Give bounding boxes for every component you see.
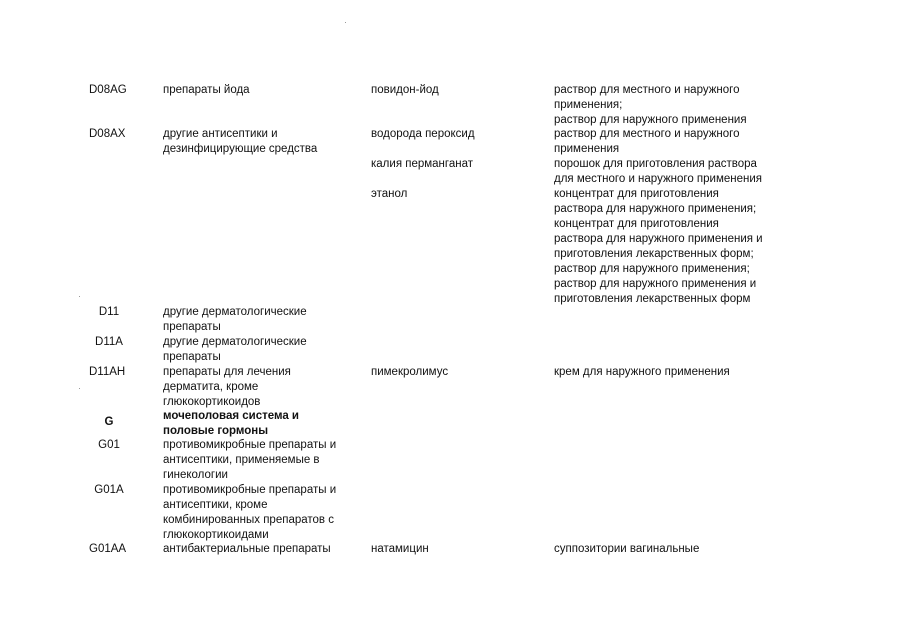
drug-line: калия перманганат bbox=[371, 158, 474, 170]
scan-speck bbox=[79, 388, 80, 389]
group-line: препараты йода bbox=[163, 84, 250, 96]
drug-name bbox=[371, 542, 546, 557]
atc-group-name bbox=[163, 483, 368, 543]
group-line: дезинфицирующие средства bbox=[163, 143, 318, 155]
form-line: раствора для наружного применения; bbox=[554, 203, 757, 215]
group-line: глюкокортикоидами bbox=[163, 529, 269, 541]
form-line: раствора для наружного применения и bbox=[554, 233, 763, 245]
form-line: концентрат для приготовления bbox=[554, 188, 719, 200]
form-line: раствор для местного и наружного bbox=[554, 84, 740, 96]
form-line: для местного и наружного применения bbox=[554, 173, 763, 185]
dosage-form bbox=[554, 365, 854, 380]
drug-line: этанол bbox=[371, 188, 408, 200]
drug-name bbox=[371, 187, 546, 202]
group-line: противомикробные препараты и bbox=[163, 484, 337, 496]
atc-group-name bbox=[163, 365, 368, 410]
dosage-form bbox=[554, 83, 854, 128]
atc-code: G bbox=[104, 416, 114, 428]
drug-name bbox=[371, 157, 546, 172]
atc-group-name bbox=[163, 83, 368, 98]
atc-code: D11AH bbox=[89, 366, 126, 378]
atc-group-name bbox=[163, 335, 368, 365]
group-line: препараты для лечения bbox=[163, 366, 291, 378]
scan-speck bbox=[345, 22, 346, 23]
group-line: антисептики, кроме bbox=[163, 499, 268, 511]
atc-code: D11A bbox=[95, 336, 123, 348]
dosage-form bbox=[554, 157, 854, 187]
form-line: раствор для наружного применения; bbox=[554, 263, 750, 275]
atc-group-name bbox=[163, 305, 368, 335]
form-line: применения; bbox=[554, 99, 623, 111]
form-line: раствор для местного и наружного bbox=[554, 128, 740, 140]
atc-group-name bbox=[163, 409, 368, 439]
group-line: гинекологии bbox=[163, 469, 228, 481]
drug-name bbox=[371, 83, 546, 98]
form-line: приготовления лекарственных форм; bbox=[554, 248, 754, 260]
dosage-form bbox=[554, 127, 854, 157]
atc-group-name bbox=[163, 542, 368, 557]
drug-name bbox=[371, 365, 546, 380]
form-line: приготовления лекарственных форм bbox=[554, 293, 751, 305]
atc-code: G01A bbox=[94, 484, 124, 496]
group-line: мочеполовая система и bbox=[163, 410, 300, 422]
form-line: раствор для наружного применения bbox=[554, 114, 747, 126]
group-line: антибактериальные препараты bbox=[163, 543, 331, 555]
dosage-form bbox=[554, 542, 854, 557]
group-line: комбинированных препаратов с bbox=[163, 514, 334, 526]
atc-code: G01AA bbox=[89, 543, 127, 555]
scan-speck bbox=[79, 296, 80, 297]
group-line: антисептики, применяемые в bbox=[163, 454, 320, 466]
group-line: глюкокортикоидов bbox=[163, 396, 261, 408]
drug-line: повидон-йод bbox=[371, 84, 439, 96]
group-line: препараты bbox=[163, 351, 221, 363]
form-line: концентрат для приготовления bbox=[554, 218, 719, 230]
group-line: другие дерматологические bbox=[163, 336, 307, 348]
group-line: противомикробные препараты и bbox=[163, 439, 337, 451]
atc-code: D08AG bbox=[89, 84, 127, 96]
drug-name bbox=[371, 127, 546, 142]
form-line: крем для наружного применения bbox=[554, 366, 730, 378]
form-line: применения bbox=[554, 143, 620, 155]
atc-code: D08AX bbox=[89, 128, 126, 140]
drug-line: водорода пероксид bbox=[371, 128, 475, 140]
group-line: половые гормоны bbox=[163, 425, 269, 437]
atc-code: D11 bbox=[98, 306, 120, 318]
form-line: суппозитории вагинальные bbox=[554, 543, 700, 555]
atc-code: G01 bbox=[98, 439, 120, 451]
drug-line: натамицин bbox=[371, 543, 429, 555]
dosage-form bbox=[554, 187, 854, 307]
group-line: другие дерматологические bbox=[163, 306, 307, 318]
group-line: другие антисептики и bbox=[163, 128, 278, 140]
group-line: препараты bbox=[163, 321, 221, 333]
atc-group-name bbox=[163, 127, 368, 157]
form-line: порошок для приготовления раствора bbox=[554, 158, 757, 170]
drug-line: пимекролимус bbox=[371, 366, 449, 378]
form-line: раствор для наружного применения и bbox=[554, 278, 757, 290]
group-line: дерматита, кроме bbox=[163, 381, 259, 393]
atc-group-name bbox=[163, 438, 368, 483]
